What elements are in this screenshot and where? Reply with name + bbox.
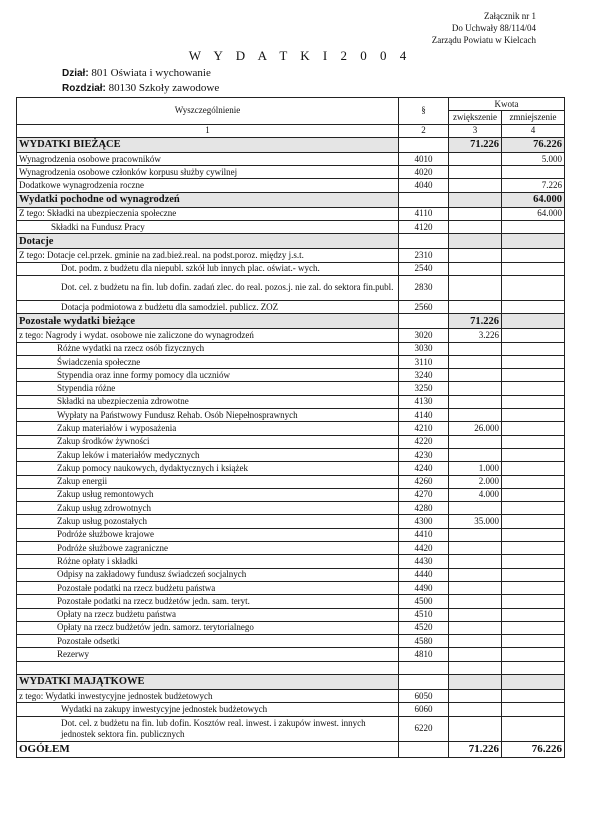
row-decrease — [502, 595, 565, 608]
row-decrease — [502, 422, 565, 435]
row-increase — [449, 661, 502, 674]
row-increase — [449, 382, 502, 395]
row-decrease — [502, 249, 565, 262]
row-increase — [449, 595, 502, 608]
row-label: Wypłaty na Państwowy Fundusz Rehab. Osób Niepełnosprawnych — [17, 409, 399, 422]
dzial-value: 801 Oświata i wychowanie — [91, 67, 211, 79]
row-decrease — [502, 608, 565, 621]
table-row — [17, 369, 565, 382]
row-label: Z tego: Składki na ubezpieczenia społeczne — [17, 207, 399, 220]
row-paragraph: 3020 — [399, 329, 449, 342]
row-increase — [449, 528, 502, 541]
row-increase — [449, 355, 502, 368]
row-paragraph: 2560 — [399, 300, 449, 313]
table-row — [17, 262, 565, 275]
row-decrease — [502, 674, 565, 689]
table-row — [17, 409, 565, 422]
row-paragraph: 4120 — [399, 221, 449, 234]
row-paragraph: 4410 — [399, 528, 449, 541]
row-paragraph: 6220 — [399, 716, 449, 741]
row-decrease — [502, 502, 565, 515]
row-decrease — [502, 262, 565, 275]
row-label: Zakup usług zdrowotnych — [17, 502, 399, 515]
rozdzial-value: 80130 Szkoły zawodowe — [108, 82, 220, 94]
row-decrease — [502, 528, 565, 541]
row-increase — [449, 166, 502, 179]
row-increase — [449, 262, 502, 275]
row-increase: 4.000 — [449, 488, 502, 501]
row-increase — [449, 192, 502, 207]
dzial-label: Dział: — [62, 68, 89, 79]
row-increase — [449, 716, 502, 741]
row-label: Opłaty na rzecz budżetu państwa — [17, 608, 399, 621]
row-label: Zakup usług remontowych — [17, 488, 399, 501]
table-row — [17, 462, 565, 475]
header-number: 2 — [399, 124, 449, 137]
table-row — [17, 382, 565, 395]
section-row — [17, 137, 565, 152]
row-decrease — [502, 275, 565, 300]
row-decrease — [502, 409, 565, 422]
row-paragraph — [399, 661, 449, 674]
row-label: Zakup pomocy naukowych, dydaktycznych i książek — [17, 462, 399, 475]
row-increase: 71.226 — [449, 314, 502, 329]
row-label: Zakup materiałów i wyposażenia — [17, 422, 399, 435]
row-decrease — [502, 515, 565, 528]
row-decrease — [502, 581, 565, 594]
row-increase — [449, 249, 502, 262]
row-paragraph: 4010 — [399, 152, 449, 165]
table-row — [17, 608, 565, 621]
row-label: Dotacja podmiotowa z budżetu dla samodziel. publicz. ZOZ — [17, 300, 399, 313]
row-increase — [449, 435, 502, 448]
row-paragraph: 2830 — [399, 275, 449, 300]
rozdzial-label: Rozdział: — [62, 83, 106, 94]
row-paragraph: 2310 — [399, 249, 449, 262]
row-label: Stypendia różne — [17, 382, 399, 395]
row-decrease — [502, 488, 565, 501]
row-paragraph: 4210 — [399, 422, 449, 435]
row-paragraph: 4490 — [399, 581, 449, 594]
row-decrease — [502, 635, 565, 648]
row-increase — [449, 221, 502, 234]
header-number: 4 — [502, 124, 565, 137]
section-row — [17, 674, 565, 689]
row-increase — [449, 621, 502, 634]
table-row — [17, 661, 565, 674]
row-label: Zakup środków żywności — [17, 435, 399, 448]
row-label: Dot. cel. z budżetu na fin. lub dofin. zadań zlec. do real. pozos.j. nie zal. do sektora fin.publ. — [17, 275, 399, 300]
row-paragraph: 4430 — [399, 555, 449, 568]
row-paragraph: 3250 — [399, 382, 449, 395]
row-label: Wydatki na zakupy inwestycyjne jednostek budżetowych — [17, 703, 399, 716]
row-paragraph: 4040 — [399, 179, 449, 192]
table-body — [17, 137, 565, 757]
row-label: Pozostałe podatki na rzecz budżetu państwa — [17, 581, 399, 594]
row-paragraph: 4810 — [399, 648, 449, 661]
row-paragraph: 4270 — [399, 488, 449, 501]
section-row — [17, 314, 565, 329]
row-paragraph: 3240 — [399, 369, 449, 382]
row-increase — [449, 342, 502, 355]
row-label: Zakup energii — [17, 475, 399, 488]
row-label: z tego: Wydatki inwestycyjne jednostek budżetowych — [17, 689, 399, 702]
row-decrease — [502, 329, 565, 342]
row-label: WYDATKI BIEŻĄCE — [17, 137, 399, 152]
row-paragraph: 4420 — [399, 542, 449, 555]
table-row — [17, 621, 565, 634]
row-label: OGÓŁEM — [17, 741, 399, 757]
row-paragraph — [399, 741, 449, 757]
row-decrease — [502, 395, 565, 408]
row-increase — [449, 542, 502, 555]
row-increase — [449, 648, 502, 661]
header-number-row — [17, 124, 565, 137]
row-paragraph: 4230 — [399, 448, 449, 461]
table-row — [17, 595, 565, 608]
table-row — [17, 395, 565, 408]
row-label: Różne wydatki na rzecz osób fizycznych — [17, 342, 399, 355]
row-increase — [449, 502, 502, 515]
annex-line: Do Uchwały 88/114/04 — [451, 23, 536, 33]
row-decrease — [502, 621, 565, 634]
row-paragraph: 6050 — [399, 689, 449, 702]
total-row — [17, 741, 565, 757]
row-increase — [449, 581, 502, 594]
row-decrease — [502, 435, 565, 448]
row-paragraph — [399, 314, 449, 329]
dzial-line — [62, 67, 211, 79]
row-label: Rezerwy — [17, 648, 399, 661]
section-row — [17, 192, 565, 207]
header-number: 1 — [17, 124, 399, 137]
row-label: Zakup usług pozostałych — [17, 515, 399, 528]
table-row — [17, 528, 565, 541]
row-decrease: 5.000 — [502, 152, 565, 165]
row-label: Wynagrodzenia osobowe pracowników — [17, 152, 399, 165]
page-title: W Y D A T K I 2 0 0 4 — [188, 48, 412, 63]
table-row — [17, 355, 565, 368]
row-decrease — [502, 355, 565, 368]
table-row — [17, 275, 565, 300]
row-decrease — [502, 568, 565, 581]
row-label: Składki na ubezpieczenia zdrowotne — [17, 395, 399, 408]
row-label: z tego: Nagrody i wydat. osobowe nie zaliczone do wynagrodzeń — [17, 329, 399, 342]
row-label: Wydatki pochodne od wynagrodzeń — [17, 192, 399, 207]
row-increase — [449, 448, 502, 461]
row-decrease — [502, 703, 565, 716]
row-increase: 1.000 — [449, 462, 502, 475]
row-paragraph: 4140 — [399, 409, 449, 422]
table-row — [17, 249, 565, 262]
row-paragraph: 4220 — [399, 435, 449, 448]
row-decrease — [502, 369, 565, 382]
row-increase: 26.000 — [449, 422, 502, 435]
row-paragraph: 4580 — [399, 635, 449, 648]
row-increase — [449, 300, 502, 313]
row-decrease — [502, 648, 565, 661]
row-increase — [449, 207, 502, 220]
row-decrease — [502, 342, 565, 355]
row-decrease — [502, 542, 565, 555]
table-row — [17, 488, 565, 501]
table-row — [17, 435, 565, 448]
row-increase: 35.000 — [449, 515, 502, 528]
header-dec: zmniejszenie — [502, 111, 565, 124]
row-paragraph: 4510 — [399, 608, 449, 621]
expenses-table — [16, 97, 565, 758]
row-decrease — [502, 661, 565, 674]
row-label: Dodatkowe wynagrodzenia roczne — [17, 179, 399, 192]
row-increase — [449, 568, 502, 581]
section-row — [17, 234, 565, 249]
table-row — [17, 635, 565, 648]
table-row — [17, 329, 565, 342]
row-decrease — [502, 300, 565, 313]
row-label: Dot. podm. z budżetu dla niepubl. szkół lub innych plac. oświat.- wych. — [17, 262, 399, 275]
row-paragraph: 4020 — [399, 166, 449, 179]
row-decrease — [502, 689, 565, 702]
header-row — [17, 98, 565, 111]
row-decrease — [502, 716, 565, 741]
header-spec: Wyszczególnienie — [17, 98, 399, 125]
row-label: Zakup leków i materiałów medycznych — [17, 448, 399, 461]
row-label: Świadczenia społeczne — [17, 355, 399, 368]
table-row — [17, 166, 565, 179]
row-label: Dot. cel. z budżetu na fin. lub dofin. Kosztów real. inwest. i zakupów inwest. innych jednostek sektora fin. publicznych — [17, 716, 399, 741]
row-label: WYDATKI MAJĄTKOWE — [17, 674, 399, 689]
row-decrease: 64.000 — [502, 192, 565, 207]
table-row — [17, 703, 565, 716]
table-row — [17, 207, 565, 220]
row-increase — [449, 275, 502, 300]
row-increase — [449, 409, 502, 422]
row-label: Odpisy na zakładowy fundusz świadczeń socjalnych — [17, 568, 399, 581]
table-row — [17, 300, 565, 313]
table-row — [17, 716, 565, 741]
table-row — [17, 689, 565, 702]
table-row — [17, 542, 565, 555]
row-increase — [449, 369, 502, 382]
row-decrease — [502, 221, 565, 234]
row-decrease — [502, 475, 565, 488]
header-inc: zwiększenie — [449, 111, 502, 124]
row-label: Wynagrodzenia osobowe członków korpusu służby cywilnej — [17, 166, 399, 179]
row-increase: 71.226 — [449, 741, 502, 757]
row-paragraph — [399, 137, 449, 152]
row-paragraph — [399, 234, 449, 249]
header-number: 3 — [449, 124, 502, 137]
row-paragraph: 4260 — [399, 475, 449, 488]
row-decrease: 7.226 — [502, 179, 565, 192]
table-row — [17, 648, 565, 661]
row-paragraph: 6060 — [399, 703, 449, 716]
row-label: Składki na Fundusz Pracy — [17, 221, 399, 234]
row-label: Stypendia oraz inne formy pomocy dla uczniów — [17, 369, 399, 382]
row-decrease — [502, 448, 565, 461]
row-decrease: 76.226 — [502, 137, 565, 152]
row-increase — [449, 689, 502, 702]
row-label: Opłaty na rzecz budżetów jedn. samorz. terytorialnego — [17, 621, 399, 634]
row-paragraph: 2540 — [399, 262, 449, 275]
row-paragraph — [399, 192, 449, 207]
row-paragraph: 4130 — [399, 395, 449, 408]
table-row — [17, 152, 565, 165]
row-decrease: 64.000 — [502, 207, 565, 220]
row-decrease — [502, 314, 565, 329]
table-row — [17, 422, 565, 435]
row-increase — [449, 635, 502, 648]
row-paragraph: 4280 — [399, 502, 449, 515]
row-paragraph: 4110 — [399, 207, 449, 220]
row-paragraph: 3110 — [399, 355, 449, 368]
row-increase — [449, 674, 502, 689]
row-increase: 3.226 — [449, 329, 502, 342]
row-label: Pozostałe wydatki bieżące — [17, 314, 399, 329]
row-label — [17, 661, 399, 674]
row-decrease: 76.226 — [502, 741, 565, 757]
row-decrease — [502, 166, 565, 179]
row-label: Pozostałe podatki na rzecz budżetów jedn. sam. teryt. — [17, 595, 399, 608]
table-row — [17, 555, 565, 568]
row-increase — [449, 608, 502, 621]
row-label: Podróże służbowe krajowe — [17, 528, 399, 541]
header-kwota: Kwota — [449, 98, 565, 111]
table-row — [17, 342, 565, 355]
row-decrease — [502, 382, 565, 395]
table-row — [17, 179, 565, 192]
row-label: Dotacje — [17, 234, 399, 249]
table-row — [17, 581, 565, 594]
annex-line: Zarządu Powiatu w Kielcach — [431, 35, 536, 45]
row-paragraph — [399, 674, 449, 689]
row-paragraph: 3030 — [399, 342, 449, 355]
row-label: Różne opłaty i składki — [17, 555, 399, 568]
row-paragraph: 4520 — [399, 621, 449, 634]
row-decrease — [502, 234, 565, 249]
row-increase — [449, 234, 502, 249]
row-increase — [449, 395, 502, 408]
table-row — [17, 221, 565, 234]
header-par: § — [399, 98, 449, 125]
annex-line: Załącznik nr 1 — [484, 11, 536, 21]
table-row — [17, 475, 565, 488]
rozdzial-line — [62, 82, 219, 94]
table-row — [17, 568, 565, 581]
row-increase: 2.000 — [449, 475, 502, 488]
row-decrease — [502, 555, 565, 568]
table-row — [17, 448, 565, 461]
row-increase — [449, 152, 502, 165]
row-increase — [449, 703, 502, 716]
row-paragraph: 4500 — [399, 595, 449, 608]
table-row — [17, 515, 565, 528]
annex-note — [432, 10, 536, 46]
row-paragraph: 4300 — [399, 515, 449, 528]
row-increase: 71.226 — [449, 137, 502, 152]
row-label: Z tego: Dotacje cel.przek. gminie na zad.bież.real. na podst.poroz. między j.s.t. — [17, 249, 399, 262]
row-label: Pozostałe odsetki — [17, 635, 399, 648]
row-paragraph: 4440 — [399, 568, 449, 581]
table-row — [17, 502, 565, 515]
row-paragraph: 4240 — [399, 462, 449, 475]
row-increase — [449, 555, 502, 568]
row-decrease — [502, 462, 565, 475]
row-increase — [449, 179, 502, 192]
row-label: Podróże służbowe zagraniczne — [17, 542, 399, 555]
